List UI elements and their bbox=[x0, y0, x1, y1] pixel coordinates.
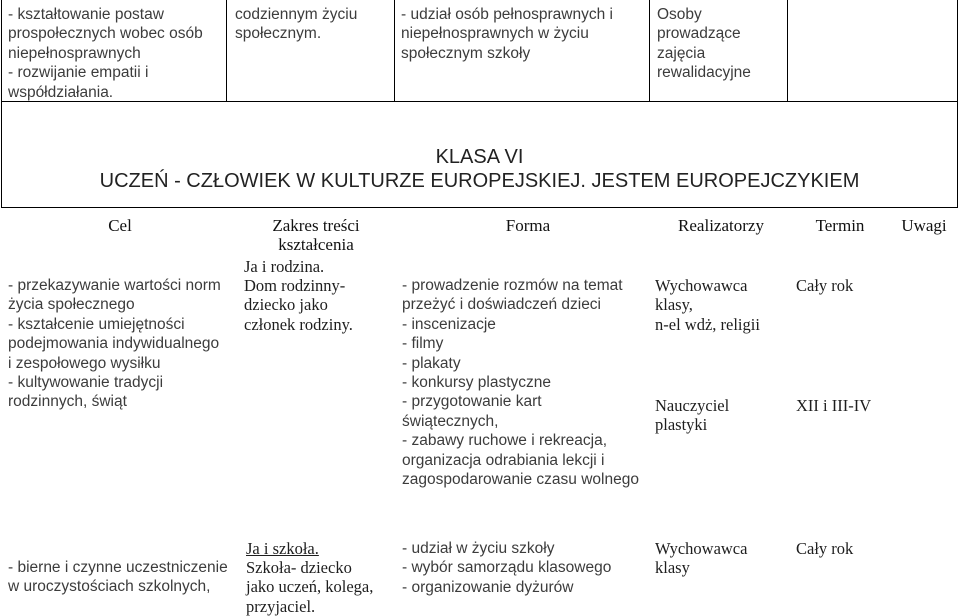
header-zakres: Zakres treści kształcenia bbox=[272, 216, 360, 254]
header-realizatorzy: Realizatorzy bbox=[678, 216, 764, 235]
row1-realizatorzy-b: Nauczyciel plastyki bbox=[655, 396, 730, 435]
header-cel: Cel bbox=[108, 216, 132, 235]
row2-zakres-text: Szkoła- dziecko jako uczeń, kolega, przyjaciel. bbox=[246, 558, 374, 616]
top-realizatorzy-cell: Osoby prowadzące zajęcia rewalidacyjne bbox=[657, 6, 751, 82]
top-forma-cell: - udział osób pełnosprawnych i niepełnosprawnych w życiu społecznym szkoły bbox=[401, 6, 613, 62]
class-subtitle: UCZEŃ - CZŁOWIEK W KULTURZE EUROPEJSKIEJ. JESTEM EUROPEJCZYKIEM bbox=[99, 170, 860, 192]
row2-forma: - udział w życiu szkoły - wybór samorządu klasowego - organizowanie dyżurów bbox=[402, 540, 612, 596]
row1-cel: - przekazywanie wartości norm życia społecznego - kształcenie umiejętności podejmowania indywidualnego i zespołowego wysiłku - kultywowanie tradycji rodzinnych, świąt bbox=[8, 277, 221, 411]
row2-cel: - bierne i czynne uczestniczenie w uroczystościach szkolnych, bbox=[8, 559, 228, 596]
row2-termin: Cały rok bbox=[796, 539, 854, 558]
row1-termin-b: XII i III-IV bbox=[796, 396, 872, 415]
header-forma: Forma bbox=[505, 216, 551, 235]
row2-zakres-title: Ja i szkoła. bbox=[246, 539, 319, 558]
row2-realizatorzy: Wychowawca klasy bbox=[655, 539, 748, 578]
row1-termin-a: Cały rok bbox=[796, 276, 854, 295]
header-termin: Termin bbox=[815, 216, 865, 235]
top-zakres-cell: codziennym życiu społecznym. bbox=[235, 6, 358, 43]
row1-zakres-text: Dom rodzinny- dziecko jako członek rodziny. bbox=[244, 276, 353, 334]
top-cel-cell: - kształtowanie postaw prospołecznych wobec osób niepełnosprawnych - rozwijanie empatii i współdziałania. bbox=[8, 6, 203, 101]
row1-forma: - prowadzenie rozmów na temat przeżyć i doświadczeń dzieci - inscenizacje - filmy - plakaty - konkursy plastyczne - przygotowanie kart świątecznych, - zabawy ruchowe i rekreacja, organizacja odrabiania lekcji i zagospodarowanie czasu wolnego bbox=[402, 277, 639, 489]
row1-zakres-title: Ja i rodzina. bbox=[244, 257, 325, 276]
row1-realizatorzy-a: Wychowawca klasy, n-el wdż, religii bbox=[655, 276, 760, 334]
class-title: KLASA VI bbox=[435, 146, 524, 168]
header-uwagi: Uwagi bbox=[901, 216, 947, 235]
